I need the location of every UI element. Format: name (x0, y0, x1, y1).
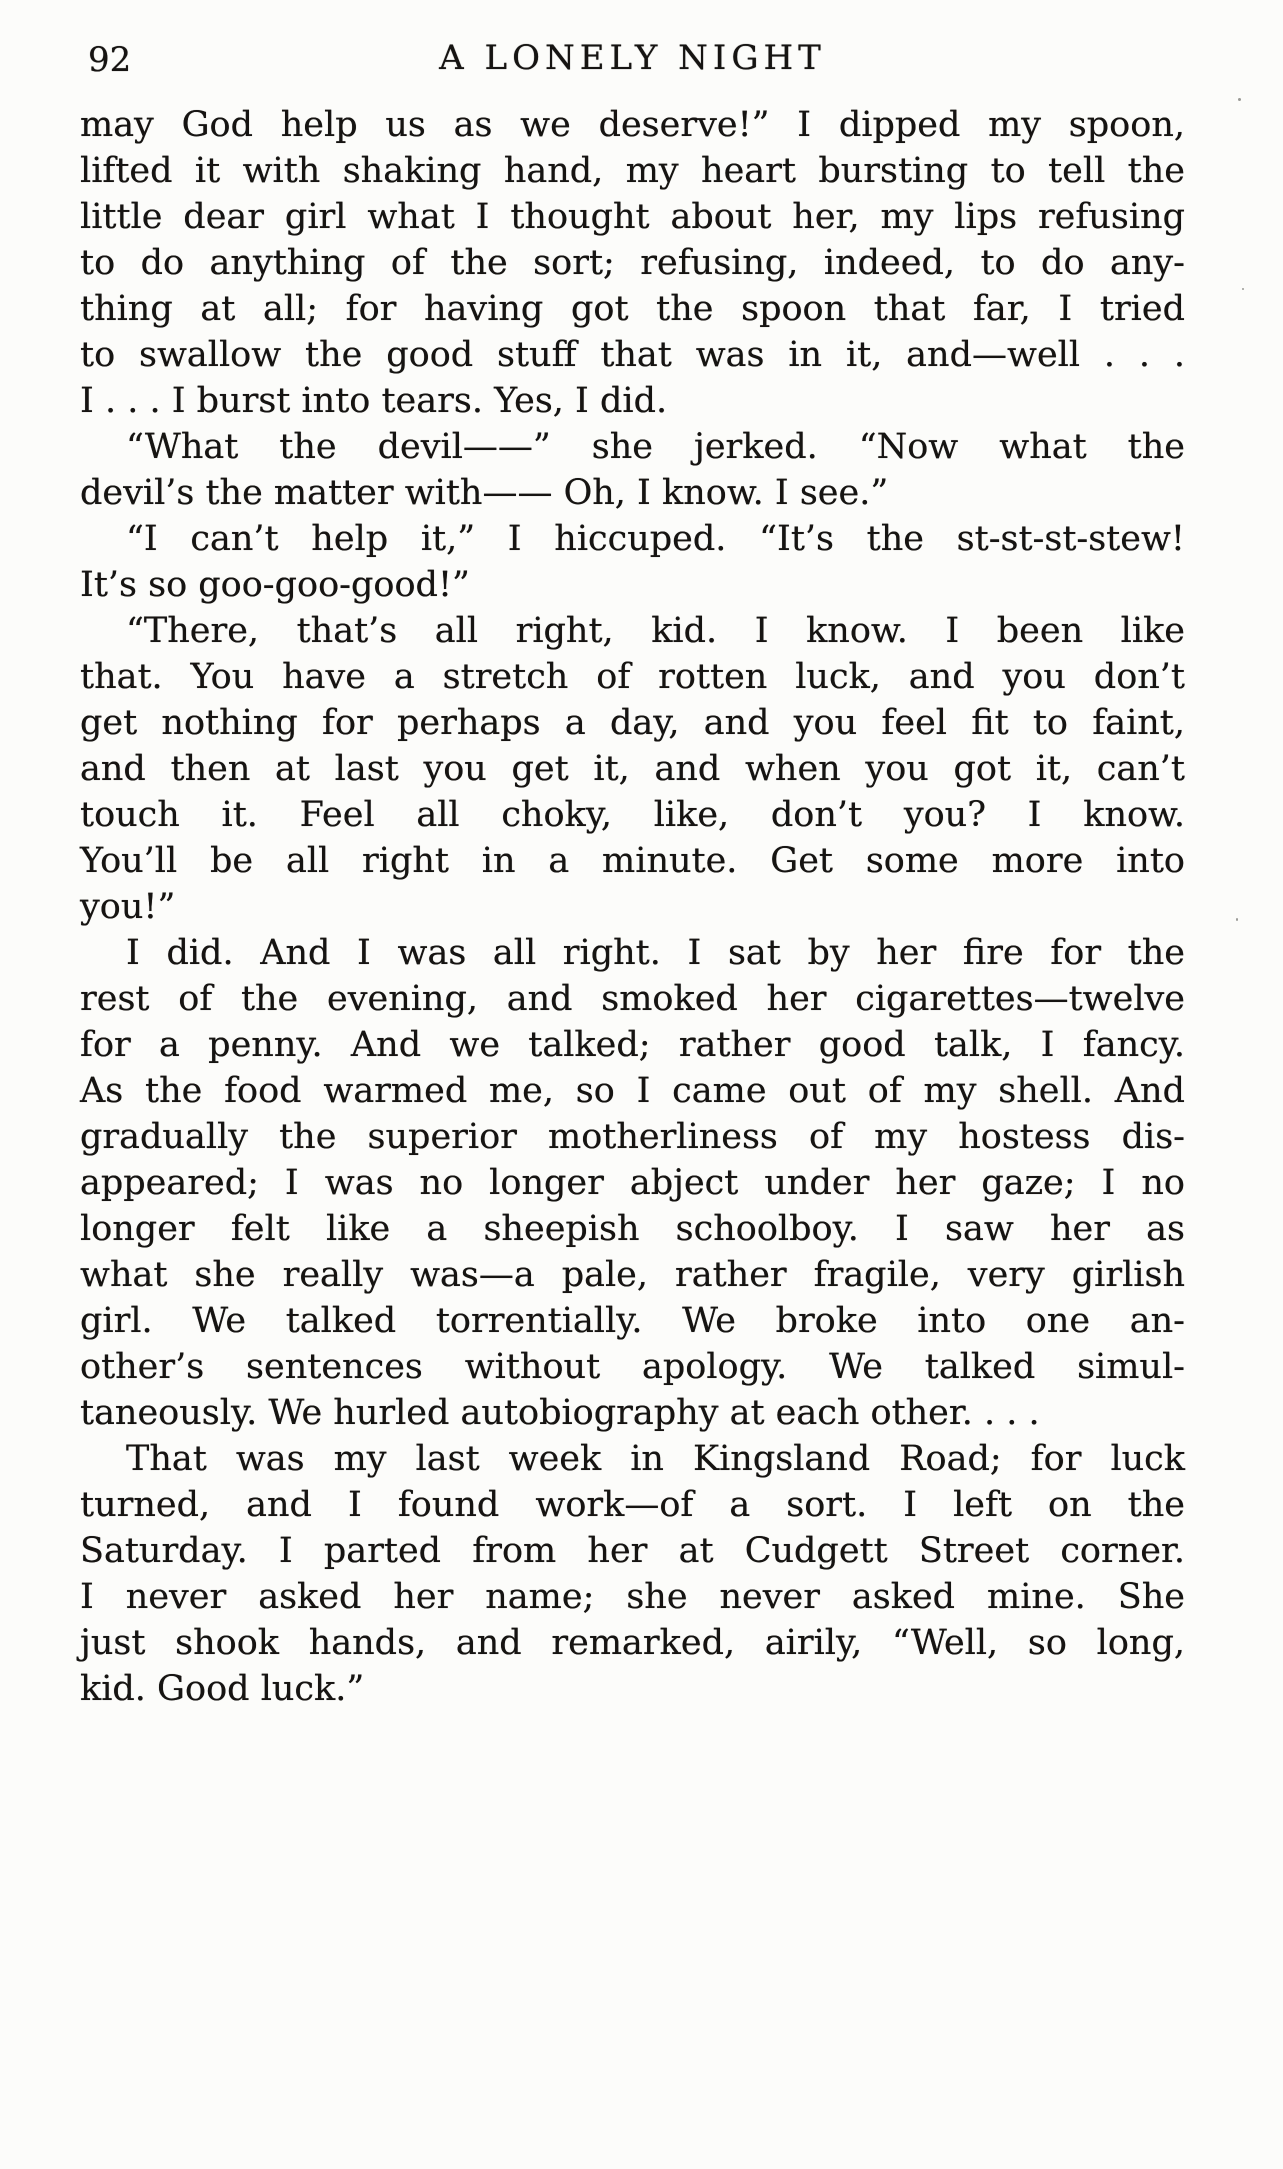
text-line: taneously. We hurled autobiography at each other. . . . (80, 1393, 1040, 1433)
text-line: that. You have a stretch of rotten luck, and you don’t (80, 657, 1185, 697)
text-line: what she really was—a pale, rather fragile, very girlish (80, 1255, 1185, 1295)
page-number: 92 (88, 40, 132, 80)
text-line: other’s sentences without apology. We talked simul- (80, 1347, 1185, 1387)
text-line: You’ll be all right in a minute. Get some more into (80, 841, 1185, 881)
text-line: kid. Good luck.” (80, 1669, 365, 1709)
paragraph (80, 930, 1185, 1436)
text-line: appeared; I was no longer abject under her gaze; I no (80, 1163, 1185, 1203)
text-line: you!” (80, 887, 176, 927)
scan-speckle (1242, 288, 1244, 290)
scan-speckle (1238, 98, 1241, 101)
text-line: I did. And I was all right. I sat by her fire for the (126, 933, 1185, 973)
text-line: to swallow the good stuff that was in it, and—well . . . (80, 335, 1185, 375)
text-line: girl. We talked torrentially. We broke into one an- (80, 1301, 1185, 1341)
text-line: little dear girl what I thought about her, my lips refusing (80, 197, 1185, 237)
text-line: to do anything of the sort; refusing, indeed, to do any- (80, 243, 1185, 283)
text-line: may God help us as we deserve!” I dipped my spoon, (80, 105, 1185, 145)
paragraph (80, 424, 1185, 516)
scan-speckle (1236, 918, 1238, 921)
text-line: devil’s the matter with—— Oh, I know. I see.” (80, 473, 889, 513)
text-line: “I can’t help it,” I hiccuped. “It’s the st-st-st-stew! (126, 519, 1185, 559)
text-line: It’s so goo-goo-good!” (80, 565, 470, 605)
text-line: Saturday. I parted from her at Cudgett Street corner. (80, 1531, 1185, 1571)
text-line: and then at last you get it, and when you got it, can’t (80, 749, 1185, 789)
page-body (80, 102, 1185, 1712)
text-line: touch it. Feel all choky, like, don’t you? I know. (80, 795, 1185, 835)
paragraph (80, 516, 1185, 608)
text-line: for a penny. And we talked; rather good talk, I fancy. (80, 1025, 1185, 1065)
paragraph (80, 608, 1185, 930)
page-title: A LONELY NIGHT (439, 38, 826, 78)
text-line: lifted it with shaking hand, my heart bursting to tell the (80, 151, 1185, 191)
paragraph (80, 1436, 1185, 1712)
text-line: turned, and I found work—of a sort. I left on the (80, 1485, 1185, 1525)
text-line: As the food warmed me, so I came out of my shell. And (80, 1071, 1185, 1111)
text-line: just shook hands, and remarked, airily, “Well, so long, (80, 1623, 1185, 1663)
text-line: I never asked her name; she never asked mine. She (80, 1577, 1185, 1617)
text-line: I . . . I burst into tears. Yes, I did. (80, 381, 668, 421)
text-line: “What the devil——” she jerked. “Now what the (126, 427, 1185, 467)
text-line: That was my last week in Kingsland Road; for luck (126, 1439, 1185, 1479)
text-line: “There, that’s all right, kid. I know. I been like (126, 611, 1185, 651)
text-line: longer felt like a sheepish schoolboy. I saw her as (80, 1209, 1185, 1249)
text-line: rest of the evening, and smoked her cigarettes—twelve (80, 979, 1185, 1019)
text-line: gradually the superior motherliness of my hostess dis- (80, 1117, 1185, 1157)
text-line: thing at all; for having got the spoon that far, I tried (80, 289, 1185, 329)
book-page (0, 38, 1283, 2169)
text-line: get nothing for perhaps a day, and you feel fit to faint, (80, 703, 1185, 743)
page-header (80, 38, 1185, 86)
paragraph (80, 102, 1185, 424)
